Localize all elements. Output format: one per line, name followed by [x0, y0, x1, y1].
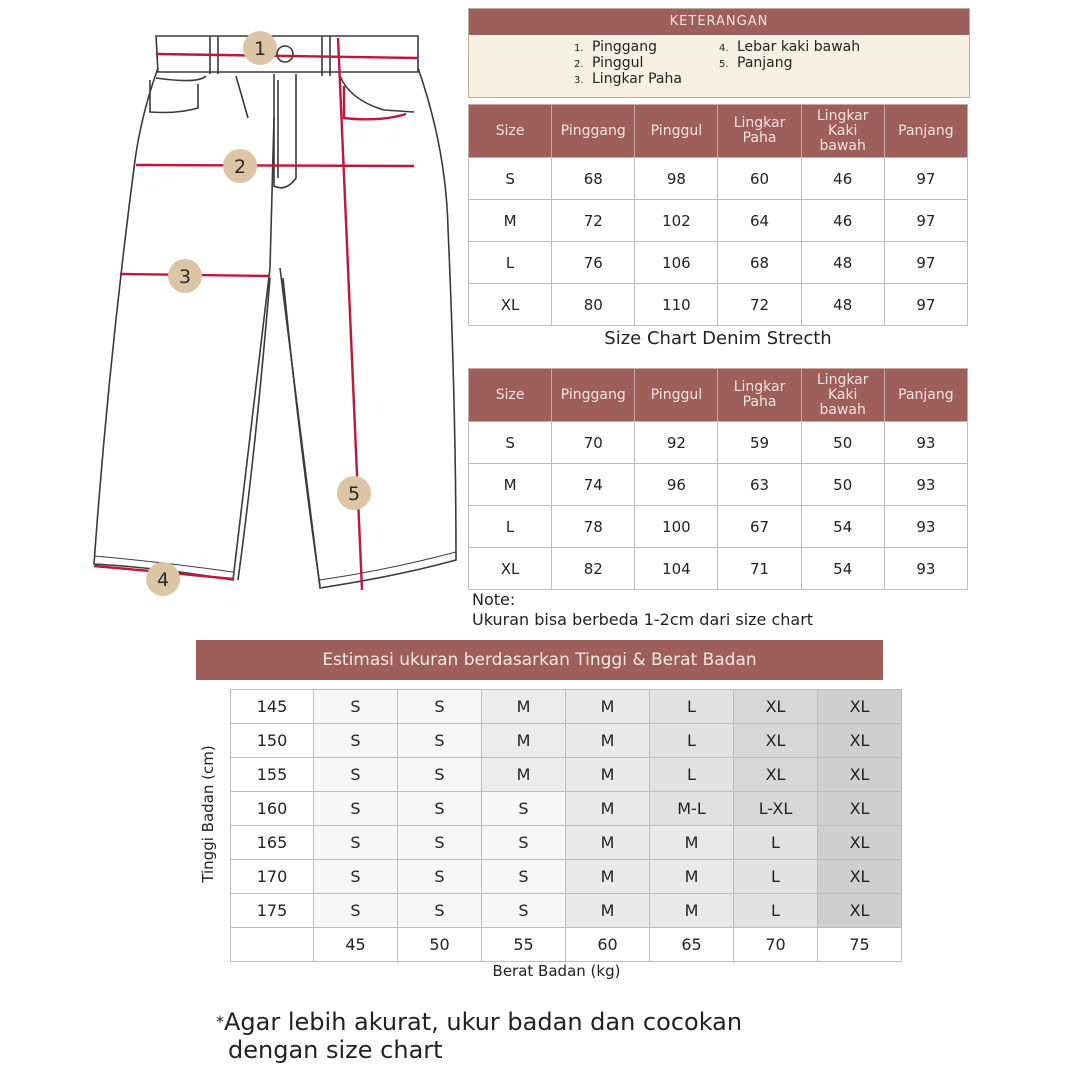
- grid-row: 155 S S M M L XL XL: [231, 758, 902, 792]
- table-row: L 76 106 68 48 97: [469, 242, 968, 284]
- note: [472, 590, 813, 630]
- measure-line-pinggul: [136, 165, 414, 166]
- pants-diagram: [88, 28, 468, 608]
- badge-5: [337, 476, 371, 510]
- chart-title: Size Chart Denim Strecth: [604, 328, 832, 349]
- grid-row: 165 S S S M M L XL: [231, 826, 902, 860]
- svg-text:4: 4: [156, 569, 170, 591]
- size-table-2: [468, 368, 968, 590]
- button-icon: [277, 46, 293, 62]
- col-pinggang: Pinggang: [552, 369, 635, 422]
- col-pinggul: Pinggul: [635, 369, 718, 422]
- size-table-1: [468, 104, 968, 326]
- badge-3: [168, 259, 202, 293]
- footnote-line-1: Agar lebih akurat, ukur badan dan cocokan: [224, 1008, 743, 1036]
- right-pocket: [340, 76, 414, 112]
- col-panjang: Panjang: [884, 369, 967, 422]
- table-header-row: [469, 369, 968, 422]
- legend-item: 5. Panjang: [719, 55, 793, 71]
- note-label: Note:: [472, 590, 516, 609]
- x-axis-label: Berat Badan (kg): [492, 962, 621, 980]
- col-pinggang: Pinggang: [552, 105, 635, 158]
- right-leg-outline: [280, 68, 456, 588]
- col-size: Size: [469, 105, 552, 158]
- table-row: XL 82 104 71 54 93: [469, 548, 968, 590]
- table-row: M 72 102 64 46 97: [469, 200, 968, 242]
- grid-row: 145 S S M M L XL XL: [231, 690, 902, 724]
- col-panjang: Panjang: [884, 105, 967, 158]
- table-row: S 70 92 59 50 93: [469, 422, 968, 464]
- svg-text:2: 2: [233, 156, 247, 178]
- col-kaki: Lingkar Kaki bawah: [801, 369, 884, 422]
- legend-item: 1. Pinggang: [574, 39, 658, 55]
- estimasi-grid: [230, 689, 902, 962]
- table-row: L 78 100 67 54 93: [469, 506, 968, 548]
- col-paha: Lingkar Paha: [718, 369, 801, 422]
- svg-text:5: 5: [347, 483, 361, 505]
- legend-box: [468, 8, 970, 98]
- table-header-row: [469, 105, 968, 158]
- grid-row: 175 S S S M M L XL: [231, 894, 902, 928]
- grid-row: 160 S S S M M-L L-XL XL: [231, 792, 902, 826]
- table-row: M 74 96 63 50 93: [469, 464, 968, 506]
- col-kaki: Lingkar Kaki bawah: [801, 105, 884, 158]
- note-text: Ukuran bisa berbeda 1-2cm dari size chart: [472, 610, 814, 629]
- legend-item: 2. Pinggul: [574, 55, 644, 71]
- footnote: [216, 1008, 742, 1064]
- svg-text:3: 3: [178, 266, 192, 288]
- footnote-line-2: dengan size chart: [228, 1036, 443, 1064]
- grid-row: 150 S S M M L XL XL: [231, 724, 902, 758]
- col-paha: Lingkar Paha: [718, 105, 801, 158]
- col-size: Size: [469, 369, 552, 422]
- measure-line-pinggang: [156, 54, 418, 58]
- left-pocket: [150, 76, 206, 113]
- legend-item: 3. Lingkar Paha: [574, 71, 682, 87]
- weight-axis-row: 45 50 55 60 65 70 75: [231, 928, 902, 962]
- table-row: S 68 98 60 46 97: [469, 158, 968, 200]
- grid-row: 170 S S S M M L XL: [231, 860, 902, 894]
- footnote-star: *: [216, 1012, 224, 1031]
- y-axis-label: Tinggi Badan (cm): [199, 745, 217, 883]
- badge-1: [243, 31, 277, 65]
- badge-4: [146, 562, 180, 596]
- measure-line-side: [344, 86, 406, 119]
- estimasi-title: Estimasi ukuran berdasarkan Tinggi & Berat Badan: [196, 640, 883, 680]
- table-row: XL 80 110 72 48 97: [469, 284, 968, 326]
- col-pinggul: Pinggul: [635, 105, 718, 158]
- legend-body: [469, 35, 969, 97]
- legend-item: 4. Lebar kaki bawah: [719, 39, 861, 55]
- legend-title: KETERANGAN: [469, 9, 969, 35]
- svg-text:1: 1: [253, 38, 267, 60]
- badge-2: [223, 149, 257, 183]
